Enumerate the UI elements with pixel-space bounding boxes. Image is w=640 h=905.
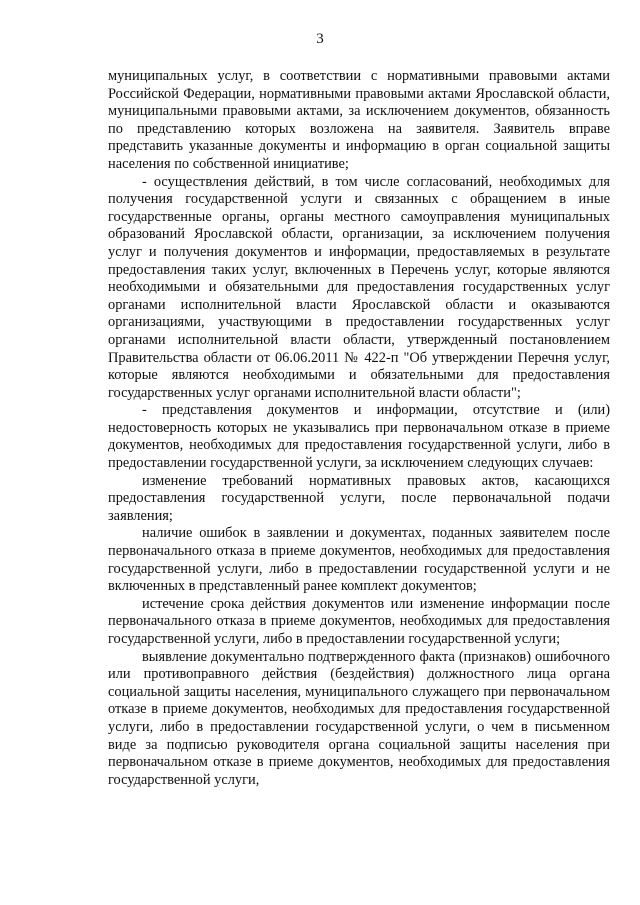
paragraph-exception-errors: наличие ошибок в заявлении и документах, поданных заявителем после первоначального отказа в приеме документов, необходимых для предоставления государственной услуги, либо в предоставлении государственной услуги и не включенных в представленный ранее комплект документов; [108,525,610,595]
paragraph-exception-wrongful-action: выявление документально подтвержденного факта (признаков) ошибочного или противоправного действия (бездействия) должностного лица органа социальной защиты населения, муниципального служащего при первоначальном отказе в приеме документов, необходимых для предоставления государственной услуги, либо в предоставлении государственной услуги, о чем в письменном виде за подписью руководителя органа социальной защиты населения при первоначальном отказе в приеме документов, необходимых для предоставления государственной услуги, [108,648,610,788]
paragraph-documents-clause: - представления документов и информации, отсутствие и (или) недостоверность которых не указывались при первоначальном отказе в приеме документов, необходимых для предоставления государственной услуги, либо в предоставлении государственной услуги, за исключением следующих случаев: [108,402,610,472]
paragraph-exception-expiry: истечение срока действия документов или изменение информации после первоначального отказа в приеме документов, необходимых для предоставления государственной услуги, либо в предоставлении государственной услуги; [108,595,610,647]
document-body [108,68,610,789]
paragraph-continuation: муниципальных услуг, в соответствии с нормативными правовыми актами Российской Федерации, нормативными правовыми актами Ярославской области, муниципальными правовыми актами, за исключением документов, обязанность по представлению которых возложена на заявителя. Заявитель вправе представить указанные документы и информацию в орган социальной защиты населения по собственной инициативе; [108,68,610,172]
paragraph-exception-requirements: изменение требований нормативных правовых актов, касающихся предоставления государственной услуги, после первоначальной подачи заявления; [108,472,610,524]
page-number: 3 [316,31,324,47]
paragraph-actions-clause: - осуществления действий, в том числе согласований, необходимых для получения государственной услуги и связанных с обращением в иные государственные органы, органы местного самоуправления муниципальных образований Ярославской области, организации, за исключением получения услуг и получения документов и информации, предоставляемых в результате предоставления таких услуг, включенных в Перечень услуг, которые являются необходимыми и обязательными для предоставления государственных услуг органами исполнительной власти Ярославской области и оказываются организациями, участвующими в предоставлении государственных услуг органами исполнительной власти области, утвержденный постановлением Правительства области от 06.06.2011 № 422-п "Об утверждении Перечня услуг, которые являются необходимыми и обязательными для предоставления государственных услуг органами исполнительной власти области"; [108,173,610,401]
